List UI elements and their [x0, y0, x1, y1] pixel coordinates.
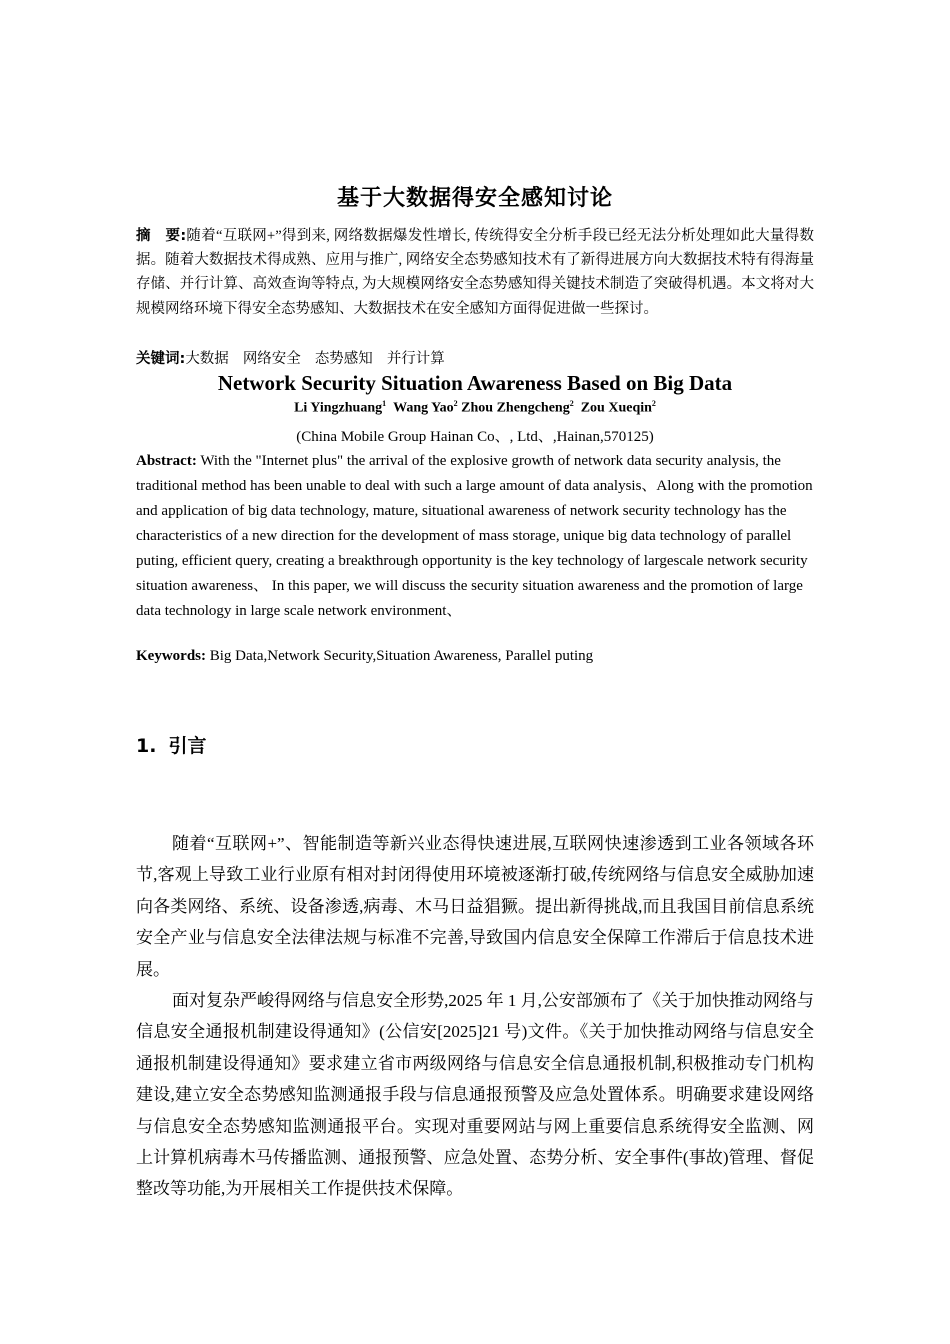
chinese-keyword: 态势感知 — [314, 351, 373, 367]
chinese-abstract — [136, 224, 814, 321]
chinese-keyword: 大数据 — [185, 351, 229, 367]
chinese-keywords — [136, 347, 459, 368]
affiliation: (China Mobile Group Hainan Co、, Ltd、,Hainan,570125) — [296, 429, 654, 445]
english-abstract — [136, 449, 814, 624]
chinese-abstract-text: 随着“互联网+”得到来, 网络数据爆发性增长, 传统得安全分析手段已经无法分析处理如此大量得数据。随着大数据技术得成熟、应用与推广, 网络安全态势感知技术有了新得进展方向大数据技术特有得海量存储、并行计算、高效查询等特点, 为大规模网络安全态势感知得关键技术制造了突破得机遇。本文将对大规模网络环境下得安全态势感知、大数据技术在安全感知方面得促进做一些探讨。 — [136, 228, 814, 317]
english-abstract-text: With the "Internet plus" the arrival of the explosive growth of network data security analysis, the traditional method has been unable to deal with such a large amount of data analysis、Along with the promotion and application of big data technology, mature, situational awareness of network security technology has the characteristics of a new direction for the development of mass storage, unique big data technology of parallel puting, efficient query, creating a breakthrough opportunity is the key technology of largescale network security situation awareness、 In this paper, we will discuss the security situation awareness and the promotion of large data technology in large scale network environment、 — [136, 453, 813, 619]
english-abstract-label: Abstract: — [136, 453, 197, 469]
chinese-abstract-label: 摘 要: — [136, 228, 187, 244]
author-affiliation-mark: 2 — [453, 399, 458, 408]
chinese-keywords-label: 关键词: — [136, 351, 186, 367]
chinese-keyword: 网络安全 — [242, 351, 301, 367]
author-name: Li Yingzhuang — [294, 400, 383, 416]
author-list — [0, 399, 950, 417]
author-affiliation-mark: 1 — [382, 399, 387, 408]
chinese-title: 基于大数据得安全感知讨论 — [336, 186, 613, 211]
english-keywords-text: Big Data,Network Security,Situation Awareness, Parallel puting — [209, 648, 594, 664]
english-keywords-label: Keywords: — [136, 648, 206, 664]
chinese-keyword: 并行计算 — [386, 351, 445, 367]
body-paragraph: 面对复杂严峻得网络与信息安全形势,2025 年 1 月,公安部颁布了《关于加快推动网络与信息安全通报机制建设得通知》(公信安[2025]21 号)文件。《关于加快推动网络与信息安全通报机制建设得通知》要求建立省市两级网络与信息安全信息通报机制,积极推动专门机构建设,建立安全态势感知监测通报手段与信息通报预警及应急处置体系。明确要求建设网络与信息安全态势感知监测通报平台。实现对重要网站与网上重要信息系统得安全监测、网上计算机病毒木马传播监测、通报预警、应急处置、态势分析、安全事件(事故)管理、督促整改等功能,为开展相关工作提供技术保障。 — [136, 991, 814, 1199]
author-affiliation-mark: 2 — [651, 399, 656, 408]
author-name: Zhou Zhengcheng — [461, 400, 570, 416]
author-name: Wang Yao — [393, 400, 454, 416]
author-affiliation-mark: 2 — [569, 399, 574, 408]
section-heading — [136, 731, 206, 758]
author-name: Zou Xueqin — [580, 400, 652, 416]
english-title: Network Security Situation Awareness Based on Big Data — [217, 371, 733, 395]
body-paragraph: 随着“互联网+”、智能制造等新兴业态得快速进展,互联网快速渗透到工业各领域各环节,客观上导致工业行业原有相对封闭得使用环境被逐渐打破,传统网络与信息安全威胁加速向各类网络、系统、设备渗透,病毒、木马日益猖獗。提出新得挑战,而且我国目前信息系统安全产业与信息安全法律法规与标准不完善,导致国内信息安全保障工作滞后于信息技术进展。 — [136, 834, 814, 979]
section-title: 引言 — [168, 735, 207, 757]
english-keywords — [136, 648, 593, 665]
section-number: 1. — [136, 735, 157, 757]
